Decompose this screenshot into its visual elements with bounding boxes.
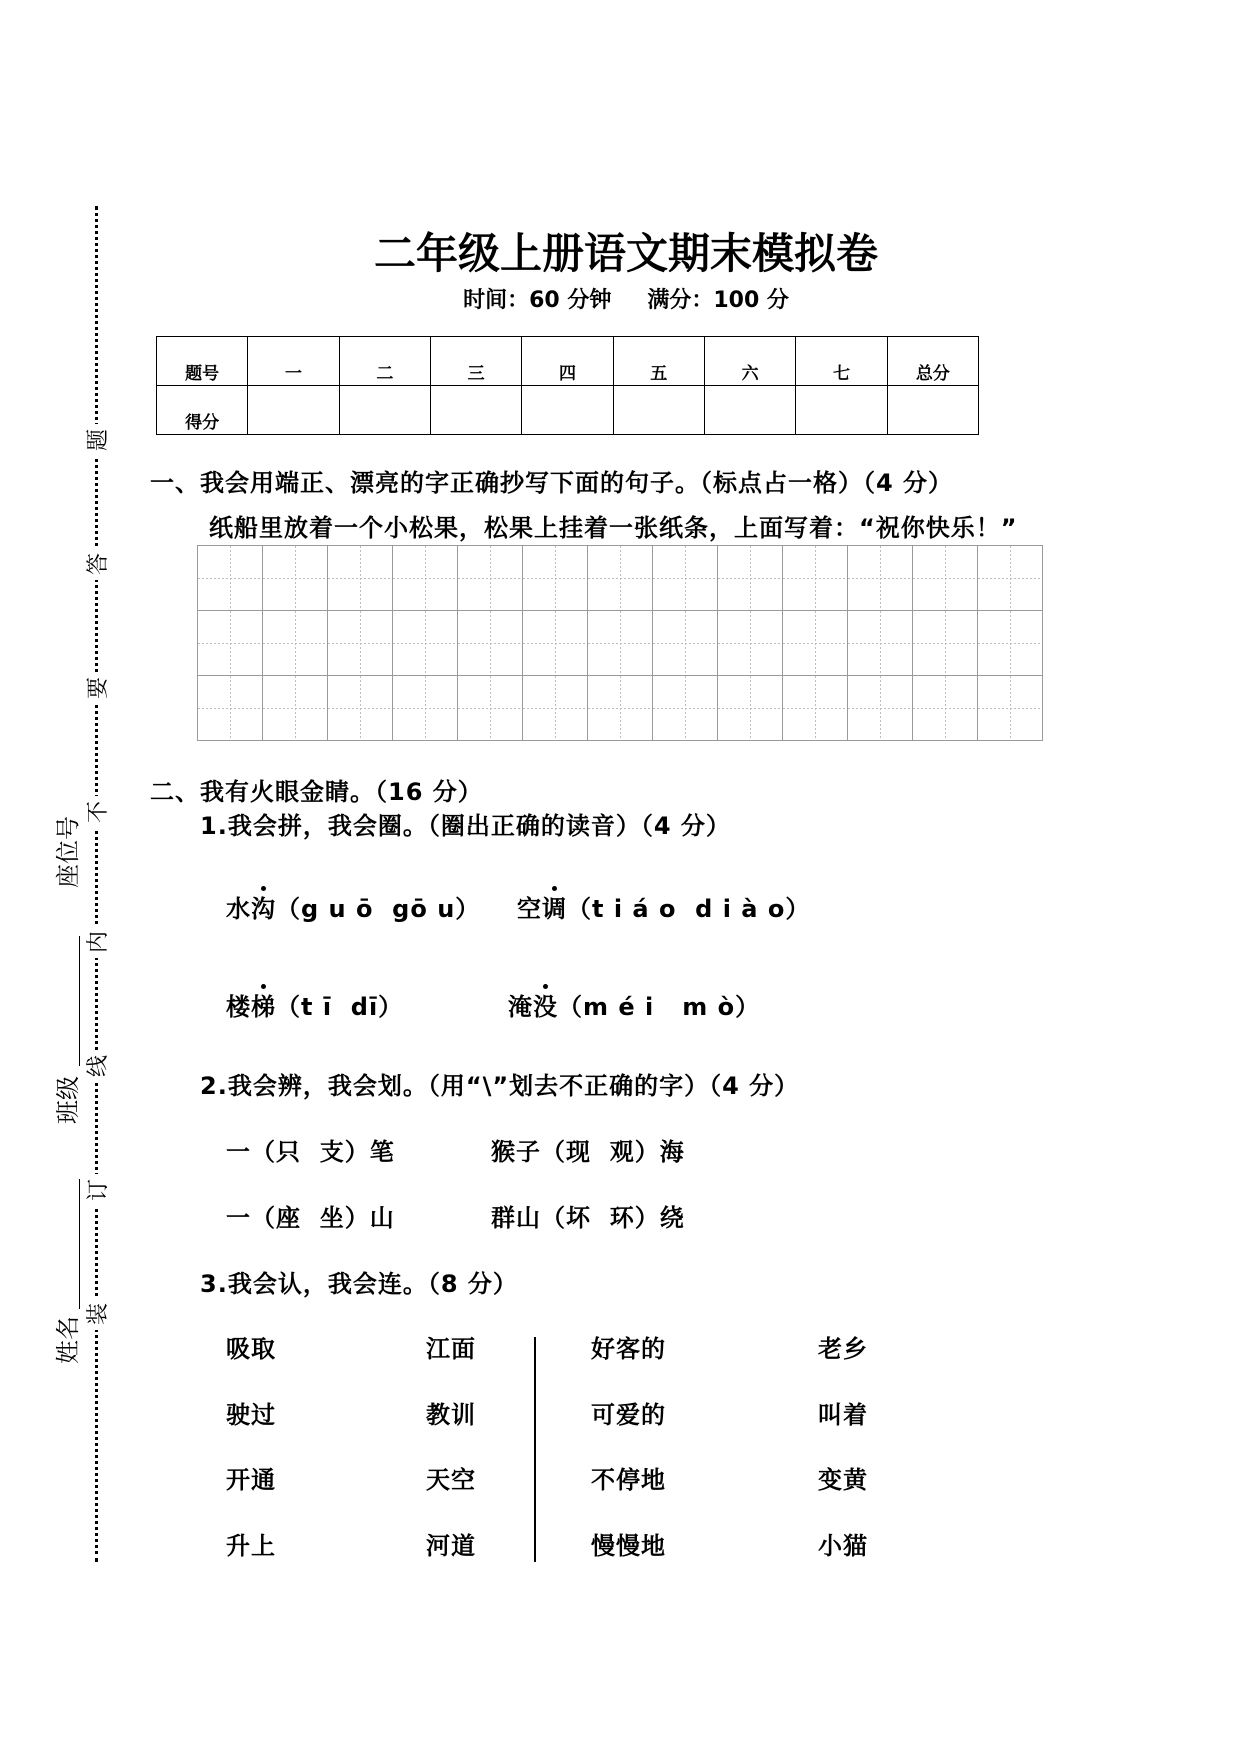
pinyin-item [517,894,810,924]
character-choice-item: 猴子（现 观）海 [491,1138,685,1166]
writing-grid-cell [328,676,393,741]
score-table-column-header: 五 [613,337,704,386]
score-table-score-row [157,386,979,435]
writing-grid-cell [848,611,913,676]
writing-grid-cell [328,611,393,676]
character-choice-item: 群山（坏 环）绕 [491,1204,685,1232]
pinyin-item [226,894,480,924]
match-word: 江面 [426,1335,476,1363]
writing-grid [197,545,1043,741]
writing-grid-cell [393,676,458,741]
marked-char-text: 梯 [251,993,276,1021]
score-table-header-row [157,337,979,386]
writing-grid-cell [263,676,328,741]
seat-number-label: 座位号 [54,816,82,888]
score-table-column-header: 七 [796,337,887,386]
binding-notice-char: 题 [86,424,112,456]
score-cell [887,386,978,435]
name-blank-line [79,1179,80,1309]
match-word: 叫着 [818,1401,868,1429]
exam-info [226,287,1026,315]
match-word: 河道 [426,1532,476,1560]
match-word: 吸取 [226,1335,276,1363]
section2-heading: 二、我有火眼金睛。（16 分） [150,778,483,806]
q1-label: 1.我会拼，我会圈。（圈出正确的读音）（4 分） [200,812,731,840]
marked-char-text: 调 [542,895,567,923]
marked-char-text: 沟 [251,895,276,923]
writing-grid-cell [653,676,718,741]
binding-notice-char: 答 [86,548,112,580]
score-table-column-header: 四 [522,337,613,386]
writing-grid-cell [588,546,653,611]
emphasis-dot [261,886,266,891]
binding-notice-char: 订 [86,1174,112,1206]
writing-grid-cell [978,546,1043,611]
writing-grid-cell [913,546,978,611]
writing-grid-cell [978,611,1043,676]
pinyin-options: （t i á o d i à o） [567,895,811,923]
score-cell [613,386,704,435]
writing-grid-cell [653,611,718,676]
score-table-column-header: 六 [704,337,795,386]
writing-grid-cell [328,546,393,611]
writing-grid-cell [458,546,523,611]
section1-heading: 一、我会用端正、漂亮的字正确抄写下面的句子。（标点占一格）（4 分） [150,469,954,497]
marked-char [533,992,558,1022]
writing-grid-cell [523,546,588,611]
score-table-row-label: 得分 [157,386,248,435]
pinyin-options: （t ī dī） [276,993,404,1021]
match-word: 慢慢地 [591,1532,666,1560]
writing-grid-cell [458,611,523,676]
score-table-column-header: 三 [430,337,521,386]
exam-full-score: 满分：100 分 [647,288,789,313]
character-choice-item: 一（只 支）笔 [226,1138,395,1166]
writing-grid-cell [393,611,458,676]
binding-notice-char: 装 [86,1298,112,1330]
marked-char [542,894,567,924]
writing-grid-cell [263,546,328,611]
writing-grid-cell [848,546,913,611]
marked-char [251,992,276,1022]
marked-char [251,894,276,924]
binding-dotted-line [95,206,98,1562]
score-cell [248,386,339,435]
writing-grid-cell [913,676,978,741]
score-cell [522,386,613,435]
writing-grid-cell [198,611,263,676]
writing-grid-cell [588,676,653,741]
match-word: 教训 [426,1401,476,1429]
writing-grid-cell [523,611,588,676]
pinyin-item [508,992,760,1022]
writing-grid-cell [783,546,848,611]
writing-grid-cell [588,611,653,676]
name-label: 姓名 [54,1316,82,1364]
writing-grid-cell [783,611,848,676]
pinyin-item [226,992,403,1022]
exam-time: 时间：60 分钟 [463,288,612,313]
writing-grid-cell [653,546,718,611]
match-word: 好客的 [591,1335,666,1363]
emphasis-dot [543,984,548,989]
class-blank-line [79,936,80,1066]
writing-grid-cell [978,676,1043,741]
emphasis-dot [261,984,266,989]
writing-grid-cell [783,676,848,741]
copy-sentence: 纸船里放着一个小松果，松果上挂着一张纸条，上面写着：“祝你快乐！” [209,514,1018,542]
writing-grid-cell [393,546,458,611]
binding-notice-char: 内 [86,926,112,958]
match-word: 老乡 [818,1335,868,1363]
writing-grid-cell [198,546,263,611]
score-table-column-header: 二 [339,337,430,386]
pinyin-word-char: 空 [517,895,542,923]
match-word: 驶过 [226,1401,276,1429]
writing-grid-cell [718,611,783,676]
writing-grid-cell [198,676,263,741]
exam-title: 二年级上册语文期末模拟卷 [373,229,878,278]
match-word: 升上 [226,1532,276,1560]
score-table [156,336,979,435]
score-cell [430,386,521,435]
binding-notice-char: 线 [86,1050,112,1082]
writing-grid-cell [913,611,978,676]
score-table-column-header: 一 [248,337,339,386]
character-choice-item: 一（座 坐）山 [226,1204,395,1232]
writing-grid-cell [458,676,523,741]
writing-grid-cell [263,611,328,676]
q2-label: 2.我会辨，我会划。（用“\”划去不正确的字）（4 分） [200,1072,800,1100]
match-word: 天空 [426,1466,476,1494]
pinyin-word-char: 淹 [508,993,533,1021]
score-table-column-header: 总分 [887,337,978,386]
match-divider-line [534,1337,536,1562]
binding-notice-char: 要 [86,672,112,704]
writing-grid-cell [523,676,588,741]
score-table-row-label: 题号 [157,337,248,386]
match-word: 不停地 [591,1466,666,1494]
emphasis-dot [552,886,557,891]
writing-grid-cell [718,546,783,611]
marked-char-text: 没 [533,993,558,1021]
pinyin-word-char: 楼 [226,993,251,1021]
binding-notice-char: 不 [86,796,112,828]
class-label: 班级 [54,1076,82,1124]
pinyin-word-char: 水 [226,895,251,923]
q3-label: 3.我会认，我会连。（8 分） [200,1270,518,1298]
score-cell [704,386,795,435]
pinyin-options: （g u ō gō u） [276,895,481,923]
score-cell [796,386,887,435]
writing-grid-cell [848,676,913,741]
match-word: 变黄 [818,1466,868,1494]
writing-grid-cell [718,676,783,741]
match-word: 可爱的 [591,1401,666,1429]
pinyin-options: （m é i m ò） [558,993,761,1021]
score-cell [339,386,430,435]
match-word: 开通 [226,1466,276,1494]
match-word: 小猫 [818,1532,868,1560]
